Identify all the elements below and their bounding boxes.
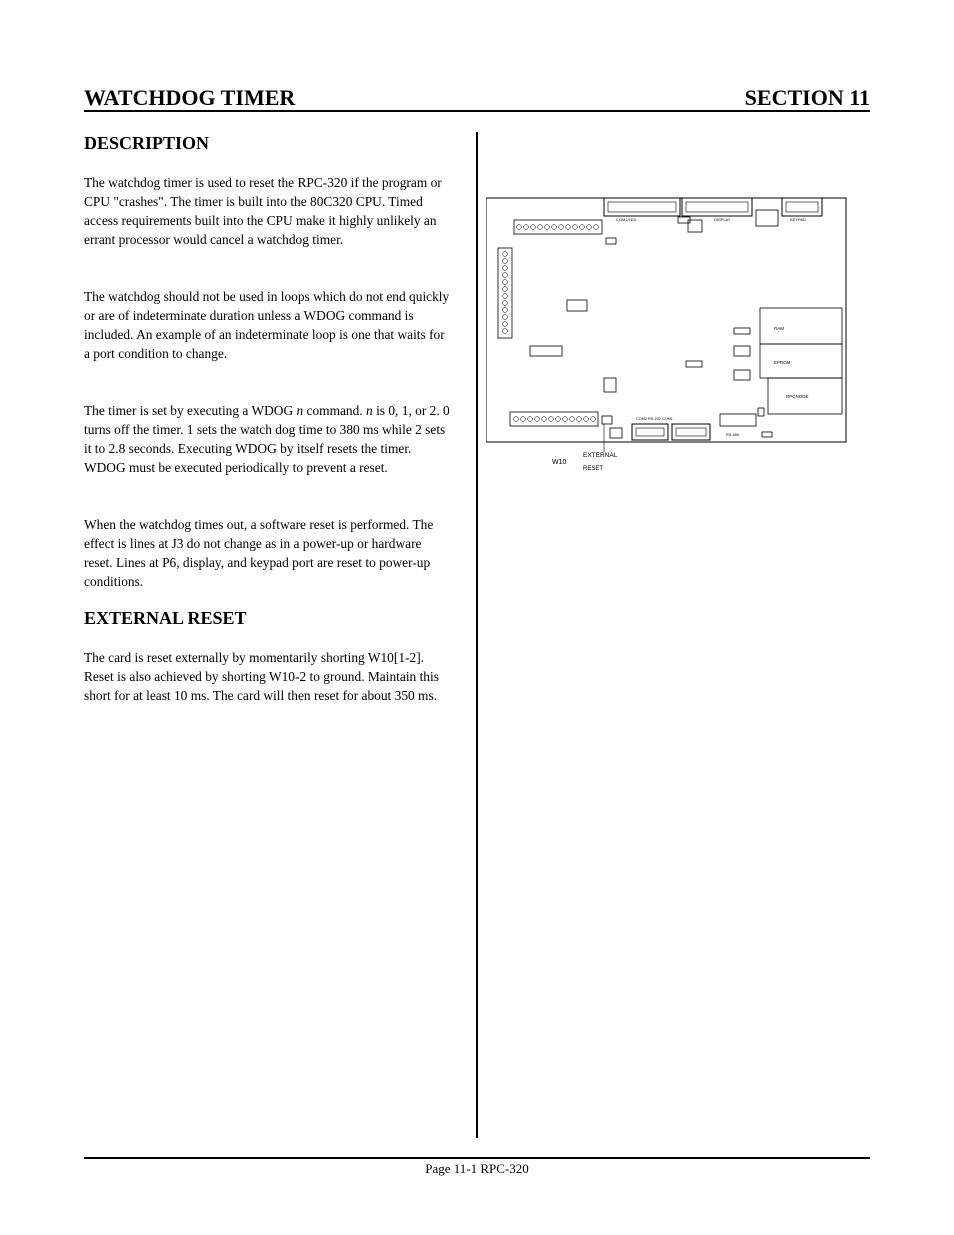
svg-text:KEYPAD: KEYPAD <box>790 217 806 222</box>
description-paragraph-1: The watchdog timer is used to reset the RPC-320 if the program or CPU "crashes". The timer is built into the 80C320 CPU. Timed access requirements built into the CPU make it highly unlikely an errant processor would cancel a watchdog timer. <box>84 175 442 247</box>
ram-chip <box>760 308 842 344</box>
description-paragraph-4: When the watchdog times out, a software reset is performed. The effect is lines at J3 do not change as in a power-up or hardware reset. Lines at P6, display, and keypad port are reset to power-up conditions. <box>84 517 434 589</box>
page-footer: Page 11-1 RPC-320 <box>425 1161 529 1176</box>
description-paragraph-3: The timer is set by executing a WDOG n command. n is 0, 1, or 2. 0 turns off the timer. 1 sets the watch dog time to 380 ms while 2 sets it to 2.8 seconds. Executing WDOG by itself resets the timer. WDOG must be executed periodically to prevent a reset. <box>84 403 450 475</box>
svg-text:RPCNODE: RPCNODE <box>786 394 809 399</box>
svg-text:DISPLAY: DISPLAY <box>714 217 731 222</box>
column-divider <box>476 132 478 1138</box>
svg-text:EPROM: EPROM <box>774 360 791 365</box>
footer-rule <box>84 1157 870 1159</box>
header-rule <box>84 110 870 112</box>
external-reset-heading: EXTERNAL RESET <box>84 608 247 628</box>
svg-text:COM2 RS-232 COM1: COM2 RS-232 COM1 <box>636 417 673 421</box>
reset-label: RESET <box>583 466 604 472</box>
eprom-chip <box>760 344 842 378</box>
w10-label: W10 <box>552 459 567 466</box>
svg-text:RAM: RAM <box>774 326 784 331</box>
header-left <box>498 248 512 338</box>
description-heading: DESCRIPTION <box>84 133 210 153</box>
external-label: EXTERNAL <box>583 452 618 459</box>
svg-text:RS-485: RS-485 <box>726 433 739 437</box>
n-variable: n <box>296 403 304 418</box>
board-diagram <box>486 196 850 478</box>
board-outline <box>486 198 846 442</box>
n-variable: n <box>366 403 373 418</box>
header-p6 <box>510 412 598 426</box>
connector-keypad <box>782 198 822 216</box>
header-p1 <box>514 220 602 234</box>
external-reset-paragraph: The card is reset externally by momentarily shorting W10[1-2]. Reset is also achieved by shorting W10-2 to ground. Maintain this short for at least 10 ms. The card will then reset for about 350 ms. <box>84 650 439 703</box>
w10-jumper <box>602 416 612 424</box>
page-title: WATCHDOG TIMER <box>84 85 296 110</box>
description-paragraph-2: The watchdog should not be used in loops which do not end quickly or are of indeterminate duration unless a WDOG command is included. An example of an indeterminate loop is one that waits for a port condition to change. <box>84 289 450 361</box>
connector-com1 <box>672 424 710 440</box>
connector-com2 <box>632 424 668 440</box>
svg-text:COM1/LED: COM1/LED <box>616 217 637 222</box>
connector-com <box>604 198 680 216</box>
section-number: SECTION 11 <box>744 85 870 110</box>
connector-display <box>682 198 752 216</box>
